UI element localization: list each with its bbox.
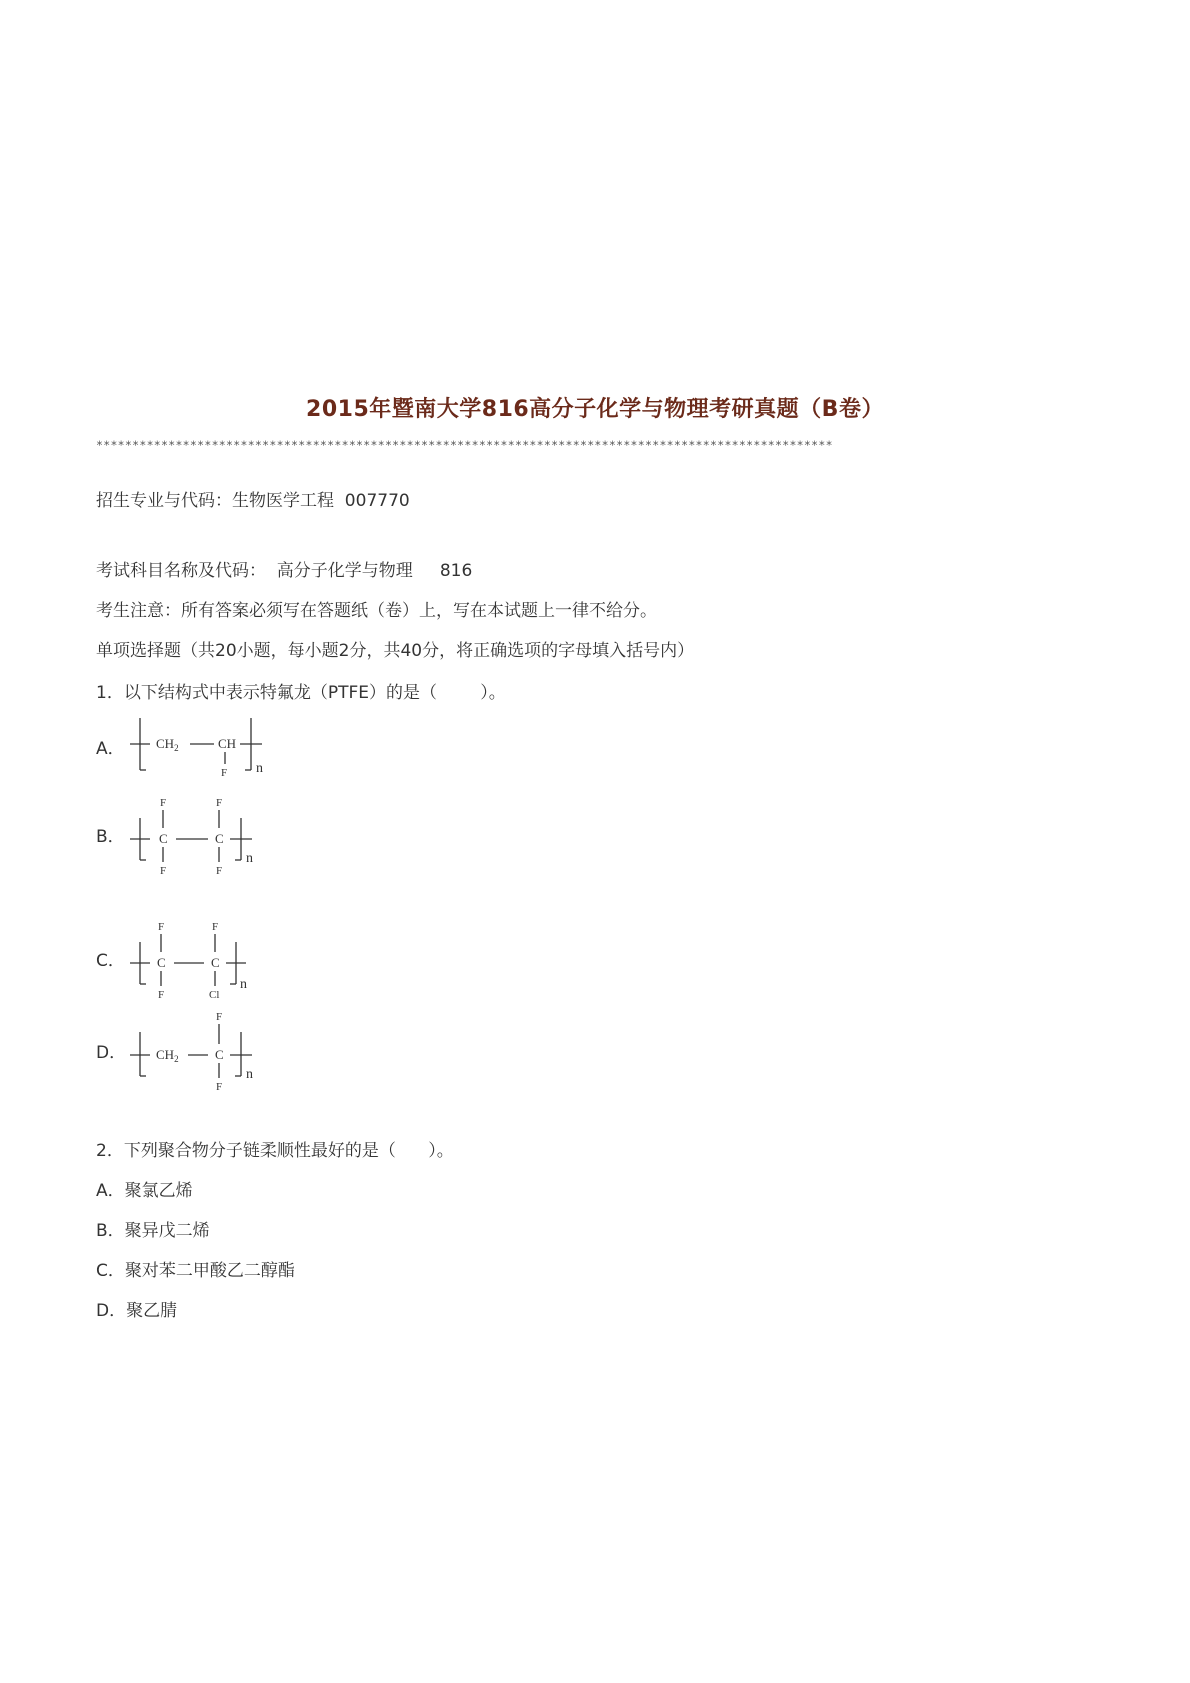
q2-option-c: C．聚对苯二甲酸乙二醇酯: [96, 1261, 295, 1281]
q2-option-b: B．聚异戊二烯: [96, 1221, 210, 1241]
q1-option-a-label: A．: [96, 739, 125, 759]
question-2-stem: 2．下列聚合物分子链柔顺性最好的是（ ）。: [96, 1141, 454, 1161]
substituent-right-bottom: Cl: [209, 989, 220, 1001]
q1-option-b-label: B．: [96, 827, 125, 847]
atom-right: C: [211, 955, 220, 970]
section-heading: 单项选择题（共20小题，每小题2分，共40分，将正确选项的字母填入括号内）: [96, 641, 695, 661]
q1-option-d-formula: [126, 1012, 276, 1092]
substituent-right-top: F: [216, 798, 223, 809]
substituent-right-bottom: F: [216, 1081, 223, 1092]
substituent-left-bottom: F: [160, 865, 167, 877]
q2-option-d: D．聚乙腈: [96, 1301, 178, 1321]
substituent-bottom: F: [221, 767, 228, 779]
page-title: 2015年暨南大学816高分子化学与物理考研真题（B卷）: [306, 397, 884, 422]
atom-left: C: [159, 831, 168, 846]
q1-option-c-formula: [126, 922, 276, 1002]
substituent-left-top: F: [158, 922, 165, 933]
subscript-n: n: [256, 761, 263, 776]
atom-right: C: [215, 831, 224, 846]
substituent-left-bottom: F: [158, 989, 165, 1001]
substituent-right-bottom: F: [216, 865, 223, 877]
notice-line: 考生注意：所有答案必须写在答题纸（卷）上，写在本试题上一律不给分。: [96, 601, 657, 621]
q1-option-a-formula: [126, 712, 276, 792]
atom-right: C: [215, 1047, 224, 1062]
separator: ******************************************************************************************************: [96, 438, 833, 452]
group-left: $CH_2$: [156, 1047, 179, 1064]
subscript-n: n: [240, 977, 247, 992]
q1-option-b-formula: [126, 798, 276, 878]
question-1-stem: 1．以下结构式中表示特氟龙（PTFE）的是（ ）。: [96, 683, 506, 703]
major-line: 招生专业与代码：生物医学工程 007770: [96, 491, 410, 511]
substituent-right-top: F: [212, 922, 219, 933]
substituent-right-top: F: [216, 1012, 223, 1023]
substituent-left-top: F: [160, 798, 167, 809]
q1-option-d-label: D．: [96, 1043, 127, 1063]
group-left: $CH_2$: [156, 736, 179, 753]
subscript-n: n: [246, 1067, 253, 1082]
q1-option-c-label: C．: [96, 951, 125, 971]
q2-option-a: A．聚氯乙烯: [96, 1181, 193, 1201]
atom-left: C: [157, 955, 166, 970]
subscript-n: n: [246, 851, 253, 866]
group-right: CH: [218, 736, 237, 751]
subject-line: 考试科目名称及代码： 高分子化学与物理 816: [96, 561, 473, 581]
